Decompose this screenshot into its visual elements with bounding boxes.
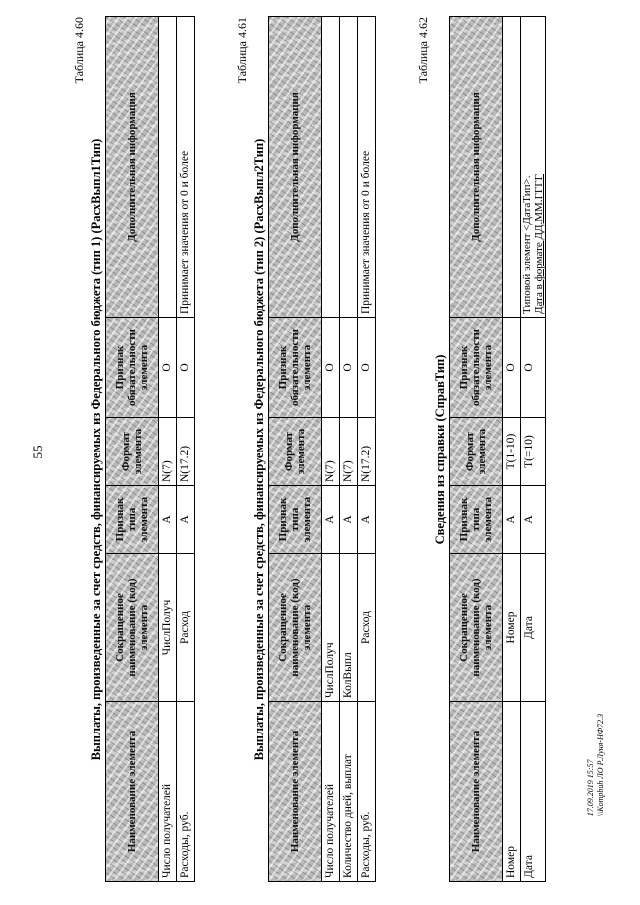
- col-header-name: Наименование элемента: [269, 702, 322, 882]
- col-header-format: Формат элемента: [269, 418, 322, 486]
- cell-required: О: [503, 318, 521, 418]
- cell-extra: [521, 17, 546, 318]
- table-row: [159, 17, 177, 882]
- page-number: 55: [30, 445, 45, 459]
- table-block-4-62: [416, 17, 546, 882]
- cell-extra: [322, 17, 340, 318]
- cell-extra: [159, 17, 177, 318]
- col-header-code: Сокращенное наименование (код) элемента: [450, 554, 503, 702]
- col-header-extra: Дополнительная информация: [450, 17, 503, 318]
- cell-code: КолВыпл: [340, 554, 358, 702]
- data-table: [105, 16, 195, 882]
- col-header-name: Наименование элемента: [106, 702, 159, 882]
- cell-name: Номер: [503, 702, 521, 882]
- cell-extra: [340, 17, 358, 318]
- table-number: Таблица 4.60: [72, 17, 86, 84]
- cell-required: О: [177, 318, 195, 418]
- cell-type: А: [159, 486, 177, 554]
- cell-required: О: [358, 318, 376, 418]
- cell-required: О: [340, 318, 358, 418]
- table-block-4-61: [235, 17, 376, 882]
- col-header-format: Формат элемента: [450, 418, 503, 486]
- cell-format: T(=10): [521, 418, 546, 486]
- cell-extra: Принимает значения от 0 и более: [358, 17, 376, 318]
- table-title: Выплаты, произведенные за счет средств, финансируемых из Федерального бюджета (тип 1) (РасхВыпл1Тип): [89, 138, 103, 761]
- col-header-code: Сокращенное наименование (код) элемента: [269, 554, 322, 702]
- cell-format: N(17.2): [177, 418, 195, 486]
- col-header-required: Признак обязательности элемента: [106, 318, 159, 418]
- col-header-required: Признак обязательности элемента: [269, 318, 322, 418]
- cell-type: А: [322, 486, 340, 554]
- col-header-type: Признак типа элемента: [450, 486, 503, 554]
- table-row: [503, 17, 521, 882]
- table-number: Таблица 4.61: [235, 17, 249, 84]
- col-header-type: Признак типа элемента: [106, 486, 159, 554]
- col-header-code: Сокращенное наименование (код) элемента: [106, 554, 159, 702]
- col-header-extra: Дополнительная информация: [106, 17, 159, 318]
- table-row: [358, 17, 376, 882]
- table-header-row: [106, 17, 159, 882]
- table-row: [177, 17, 195, 882]
- cell-required: О: [159, 318, 177, 418]
- table-row: [322, 17, 340, 882]
- cell-code: ЧислПолуч: [322, 554, 340, 702]
- cell-format: N(7): [159, 418, 177, 486]
- table-number: Таблица 4.62: [416, 17, 430, 84]
- table-row: [521, 17, 546, 882]
- cell-name: Количество дней, выплат: [340, 702, 358, 882]
- cell-type: А: [177, 486, 195, 554]
- data-table: [449, 16, 546, 882]
- cell-code: Расход: [358, 554, 376, 702]
- table-block-4-60: [72, 17, 195, 882]
- col-header-name: Наименование элемента: [450, 702, 503, 882]
- cell-format: N(7): [340, 418, 358, 486]
- cell-format: N(7): [322, 418, 340, 486]
- cell-name: Дата: [521, 702, 546, 882]
- footer-path: \\Kompbuh ЛО Р.Луня-НФ72.3: [596, 713, 605, 817]
- cell-extra: Принимает значения от 0 и более: [177, 17, 195, 318]
- cell-code: Расход: [177, 554, 195, 702]
- cell-code: Номер: [503, 554, 521, 702]
- cell-type: А: [358, 486, 376, 554]
- cell-extra-line: Дата в формате ДД.ММ.ГГГГ: [533, 173, 545, 314]
- cell-extra-line: Типовой элемент <ДатаТип>.: [521, 175, 533, 314]
- cell-code: Дата: [521, 554, 546, 702]
- cell-name: Число получателей: [322, 702, 340, 882]
- cell-required: О: [521, 318, 546, 418]
- table-row: [340, 17, 358, 882]
- cell-name: Расходы, руб.: [177, 702, 195, 882]
- table-header-row: [450, 17, 503, 882]
- col-header-extra: Дополнительная информация: [269, 17, 322, 318]
- cell-type: А: [503, 486, 521, 554]
- footer-timestamp: 17.09.2019 15:57: [586, 759, 595, 817]
- cell-code: ЧислПолуч: [159, 554, 177, 702]
- cell-type: А: [340, 486, 358, 554]
- cell-required: О: [322, 318, 340, 418]
- table-header-row: [269, 17, 322, 882]
- col-header-format: Формат элемента: [106, 418, 159, 486]
- footer-stamp: [586, 714, 606, 816]
- cell-format: T(1-10): [503, 418, 521, 486]
- cell-type: А: [521, 486, 546, 554]
- table-title: Выплаты, произведенные за счет средств, финансируемых из Федерального бюджета (тип 2) (РасхВыпл2Тип): [252, 138, 266, 761]
- cell-name: Расходы, руб.: [358, 702, 376, 882]
- col-header-required: Признак обязательности элемента: [450, 318, 503, 418]
- cell-name: Число получателей: [159, 702, 177, 882]
- cell-format: N(17.2): [358, 418, 376, 486]
- data-table: [268, 16, 376, 882]
- col-header-type: Признак типа элемента: [269, 486, 322, 554]
- table-title: Сведения из справки (СправТип): [433, 354, 447, 545]
- cell-extra: [503, 17, 521, 318]
